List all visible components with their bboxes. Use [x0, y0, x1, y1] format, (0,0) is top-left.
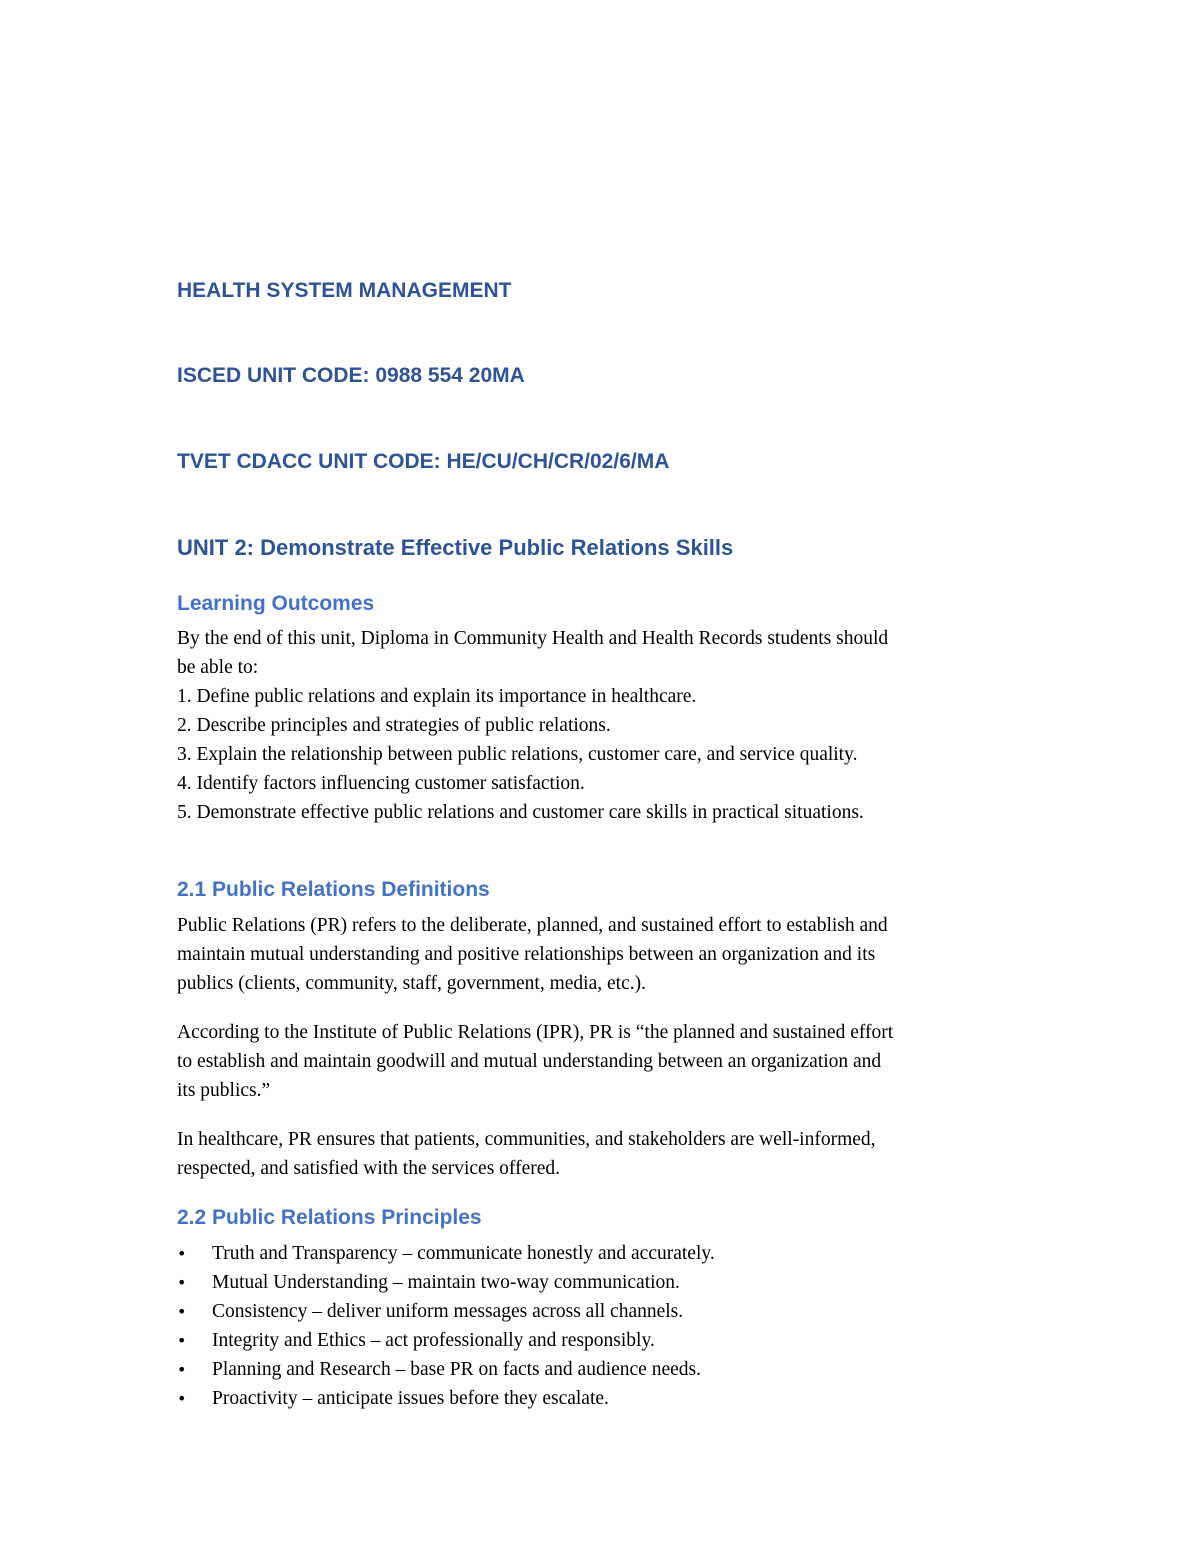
list-item — [177, 1297, 1027, 1326]
list-item — [177, 1268, 1027, 1297]
learning-outcomes-intro-line: By the end of this unit, Diploma in Community Health and Health Records students should — [177, 628, 889, 649]
paragraph-line: its publics.” — [177, 1080, 271, 1101]
learning-outcome-item: 2. Describe principles and strategies of public relations. — [177, 715, 611, 736]
paragraph-line: In healthcare, PR ensures that patients, communities, and stakeholders are well-informed, — [177, 1129, 876, 1150]
section-2-2-heading: 2.2 Public Relations Principles — [177, 1206, 482, 1229]
bullet-icon: • — [177, 1273, 187, 1292]
paragraph-line: to establish and maintain goodwill and mutual understanding between an organization and — [177, 1051, 882, 1072]
learning-outcomes-intro-line: be able to: — [177, 657, 259, 678]
bullet-icon: • — [177, 1360, 187, 1379]
bullet-icon: • — [177, 1389, 187, 1408]
list-item-text: Truth and Transparency – communicate honestly and accurately. — [212, 1243, 715, 1264]
bullet-icon: • — [177, 1244, 187, 1263]
tvet-unit-code: TVET CDACC UNIT CODE: HE/CU/CH/CR/02/6/MA — [177, 450, 670, 473]
list-item — [177, 1384, 1027, 1413]
learning-outcomes-heading: Learning Outcomes — [177, 592, 375, 615]
paragraph-line: publics (clients, community, staff, government, media, etc.). — [177, 973, 646, 994]
bullet-icon: • — [177, 1302, 187, 1321]
section-2-1-heading: 2.1 Public Relations Definitions — [177, 878, 490, 901]
list-item-text: Mutual Understanding – maintain two-way communication. — [212, 1272, 680, 1293]
ipr-definition-paragraph — [177, 1018, 1027, 1105]
paragraph-line: respected, and satisfied with the services offered. — [177, 1158, 560, 1179]
isced-unit-code: ISCED UNIT CODE: 0988 554 20MA — [177, 364, 525, 387]
healthcare-pr-paragraph — [177, 1125, 1027, 1183]
pr-principles-list — [177, 1239, 1027, 1413]
pr-definition-paragraph — [177, 911, 1027, 998]
paragraph-line: maintain mutual understanding and positive relationships between an organization and its — [177, 944, 876, 965]
list-item-text: Planning and Research – base PR on facts and audience needs. — [212, 1359, 701, 1380]
list-item-text: Integrity and Ethics – act professionally and responsibly. — [212, 1330, 655, 1351]
learning-outcomes-block — [177, 624, 1027, 827]
document-title: HEALTH SYSTEM MANAGEMENT — [177, 279, 512, 302]
bullet-icon: • — [177, 1331, 187, 1350]
paragraph-line: According to the Institute of Public Relations (IPR), PR is “the planned and sustained effort — [177, 1022, 894, 1043]
learning-outcome-item: 3. Explain the relationship between public relations, customer care, and service quality. — [177, 744, 858, 765]
paragraph-line: Public Relations (PR) refers to the deliberate, planned, and sustained effort to establish and — [177, 915, 888, 936]
learning-outcome-item: 4. Identify factors influencing customer satisfaction. — [177, 773, 585, 794]
list-item-text: Proactivity – anticipate issues before they escalate. — [212, 1388, 609, 1409]
list-item — [177, 1326, 1027, 1355]
list-item — [177, 1355, 1027, 1384]
learning-outcome-item: 5. Demonstrate effective public relations and customer care skills in practical situations. — [177, 802, 864, 823]
unit-title: UNIT 2: Demonstrate Effective Public Relations Skills — [177, 535, 734, 560]
learning-outcome-item: 1. Define public relations and explain its importance in healthcare. — [177, 686, 697, 707]
list-item-text: Consistency – deliver uniform messages across all channels. — [212, 1301, 684, 1322]
list-item — [177, 1239, 1027, 1268]
